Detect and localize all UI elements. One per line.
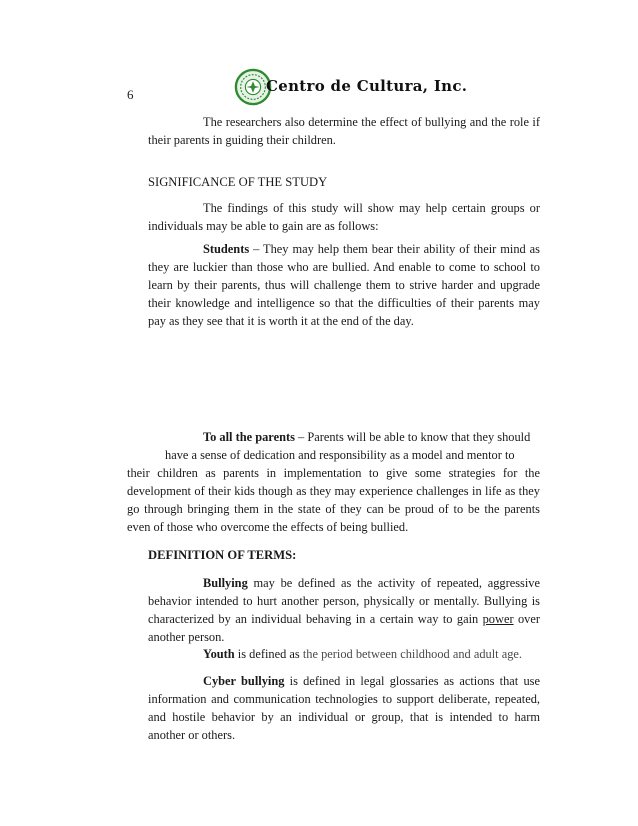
power-link[interactable]: power [482, 612, 514, 626]
intro-paragraph [148, 113, 540, 149]
significance-intro [148, 199, 540, 235]
cyber-text: is defined in legal glossaries as actions that use information and communication technologies to support deliberate, repeated, and hostile behavior by an individual or group, that is intended to harm another or others. [148, 674, 540, 742]
youth-text-1: is defined as [234, 647, 303, 661]
cyber-bullying-definition [148, 672, 540, 744]
definitions-heading: DEFINITION OF TERMS: [148, 548, 297, 562]
page-header [234, 68, 468, 108]
students-term: Students [203, 242, 250, 256]
parents-line-2: have a sense of dedication and responsibility as a model and mentor to [165, 448, 515, 462]
significance-intro-text: The findings of this study will show may help certain groups or individuals may be able to gain are as follows: [148, 201, 540, 233]
significance-heading: SIGNIFICANCE OF THE STUDY [148, 175, 328, 189]
intro-text: The researchers also determine the effect of bullying and the role if their parents in guiding their children. [148, 115, 540, 147]
students-text: – They may help them bear their ability of their mind as they are luckier than those who are bullied. And enable to come to school to learn by their parents, thus will challenge them to strive harder and upgrade their knowledge and intelligence so that the difficulties of their parents may pay as they see that it is worth it at the end of the day. [148, 242, 540, 328]
page-number: 6 [127, 87, 134, 102]
parents-term: To all the parents [203, 430, 295, 444]
parents-rest-text: their children as parents in implementation to give some strategies for the development of their kids though as they may experience challenges in life as they go through bringing them in the state of they can be proud of to be the parents even of those who overcome the effects of being bullied. [127, 466, 540, 534]
bullying-text-1: may be defined as the activity of repeated, aggressive behavior intended to hurt another person, physically or mentally. Bullying is characterized by an individual behaving in a certain way to gain [148, 576, 540, 626]
bullying-definition [148, 574, 540, 646]
institution-title: Centro de Cultura, Inc. [266, 77, 468, 95]
cyber-term: Cyber bullying [203, 674, 285, 688]
youth-definition [148, 645, 540, 663]
parents-line-1: – Parents will be able to know that they should [294, 430, 531, 444]
youth-term: Youth [203, 647, 235, 661]
youth-text-2: the period between childhood and adult age. [302, 647, 522, 661]
bullying-term: Bullying [203, 576, 248, 590]
bullying-text-2: over another person. [148, 612, 540, 644]
students-paragraph [148, 240, 540, 330]
parents-paragraph-head [148, 428, 540, 446]
parents-paragraph-rest [127, 464, 540, 536]
